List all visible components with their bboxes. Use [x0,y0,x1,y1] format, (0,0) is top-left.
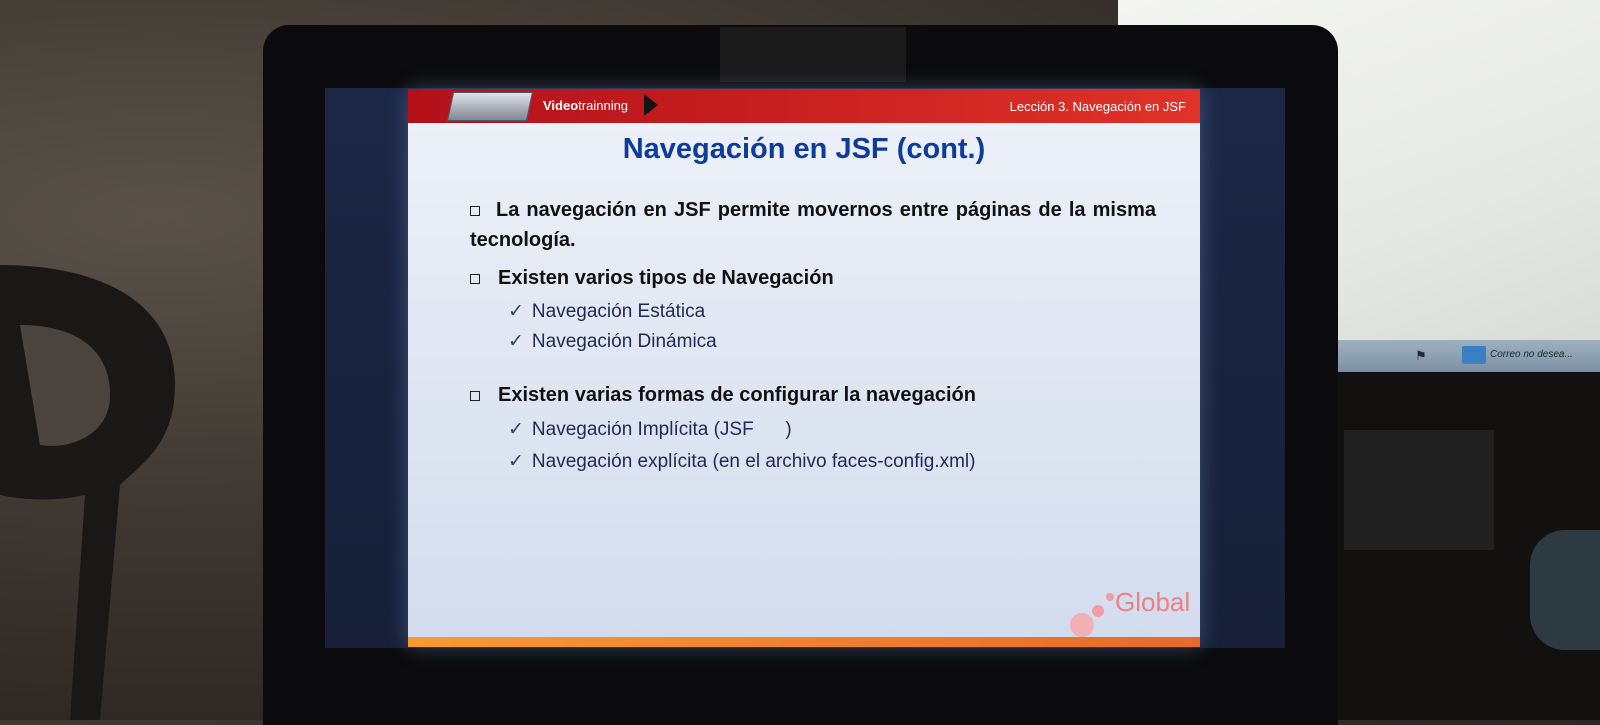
check-icon: ✓ [508,301,524,322]
square-bullet-icon [470,274,480,284]
bullet-item: La navegación en JSF permite movernos entre páginas de la misma tecnología. [470,199,1156,251]
monitor-notch [720,27,906,82]
sub-bullet-item: ✓ Navegación Estática [508,301,706,322]
sub-bullet-item: ✓ Navegación Implícita (JSF ) [508,419,792,440]
slide-header [408,89,1200,123]
arrow-icon [644,94,658,116]
bullet-item: Existen varios tipos de Navegación [470,267,834,290]
slide [408,89,1200,647]
desk-blob [1344,430,1494,550]
laptop-icon [447,92,533,121]
square-bullet-icon [470,391,480,401]
check-icon: ✓ [508,419,524,440]
logo-text: Global [1115,587,1191,617]
taskbar-flag-icon: ⚑ [1415,348,1427,363]
mail-icon [1462,346,1486,364]
lesson-label: Lección 3. Navegación en JSF [1009,99,1186,114]
slide-footer-bar [408,637,1200,647]
chair [0,265,185,720]
bullet-item: Existen varias formas de configurar la navegación [470,384,976,407]
check-icon: ✓ [508,451,524,472]
sub-bullet-item: ✓ Navegación explícita (en el archivo faces-config.xml) [508,451,976,472]
square-bullet-icon [470,206,480,216]
check-icon: ✓ [508,331,524,352]
slide-title: Navegación en JSF (cont.) [622,133,986,165]
taskbar-item-mail: Correo no desea... [1490,349,1573,360]
desk-object [1530,530,1600,650]
brand-label: Videotrainning [543,98,629,113]
sub-bullet-item: ✓ Navegación Dinámica [508,331,717,352]
